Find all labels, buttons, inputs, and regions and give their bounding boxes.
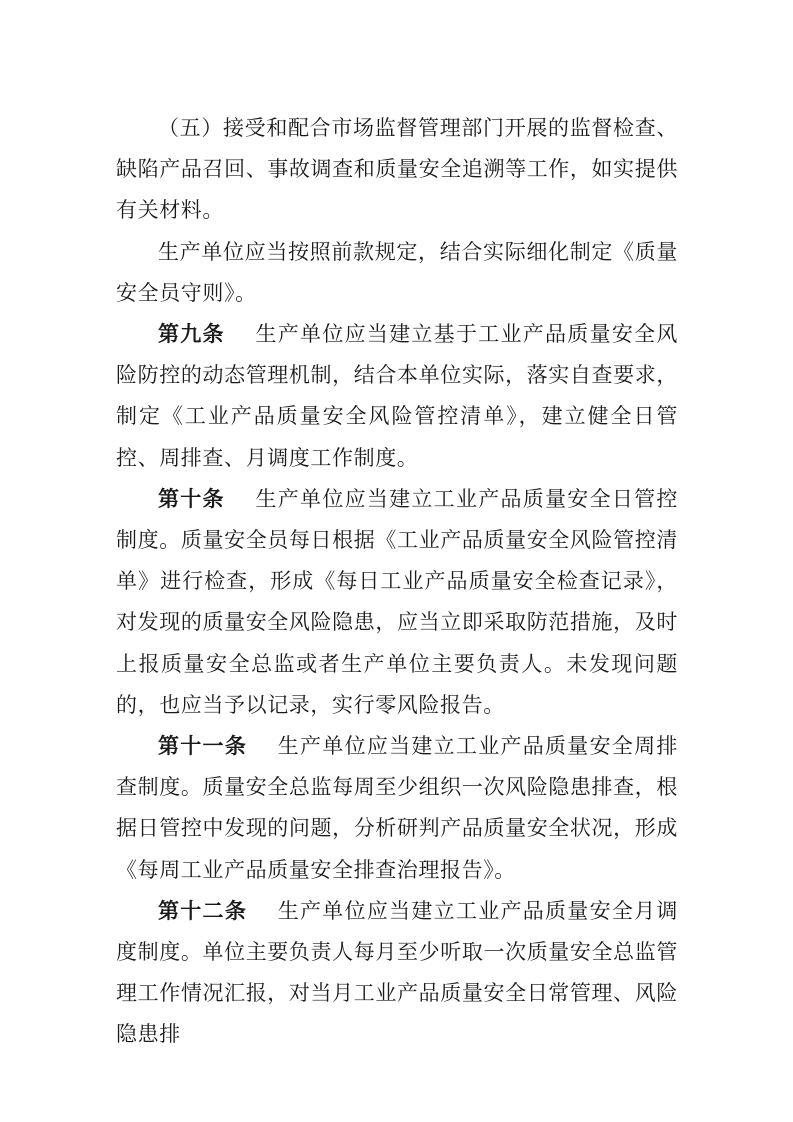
paragraph-text: 生产单位应当建立工业产品质量安全月调度制度。单位主要负责人每月至少听取一次质量安全总监管理工作情况汇报，对当月工业产品质量安全日常管理、风险隐患排 <box>116 898 678 1047</box>
paragraph-text: 生产单位应当按照前款规定，结合实际细化制定《质量安全员守则》。 <box>116 239 678 305</box>
paragraph-item-5 <box>116 108 678 232</box>
paragraph-text: （五）接受和配合市场监督管理部门开展的监督检查、缺陷产品召回、事故调查和质量安全追溯等工作，如实提供有关材料。 <box>116 116 678 223</box>
paragraph-text: 生产单位应当建立工业产品质量安全周排查制度。质量安全总监每周至少组织一次风险隐患排查，根据日管控中发现的问题，分析研判产品质量安全状况，形成《每周工业产品质量安全排查治理报告》。 <box>116 734 678 882</box>
article-number: 第十二条 <box>158 898 248 923</box>
document-body <box>116 108 678 1056</box>
paragraph-rules-note <box>116 232 678 314</box>
paragraph-text: 生产单位应当建立基于工业产品质量安全风险防控的动态管理机制，结合本单位实际，落实自查要求，制定《工业产品质量安全风险管控清单》，建立健全日管控、周排查、月调度工作制度。 <box>116 322 678 470</box>
paragraph-article-10 <box>116 479 678 726</box>
paragraph-article-9 <box>116 314 678 479</box>
article-number: 第十一条 <box>158 734 248 759</box>
article-number: 第十条 <box>158 486 225 511</box>
paragraph-text: 生产单位应当建立工业产品质量安全日管控制度。质量安全员每日根据《工业产品质量安全风险管控清单》进行检查，形成《每日工业产品质量安全检查记录》，对发现的质量安全风险隐患，应当立即采取防范措施，及时上报质量安全总监或者生产单位主要负责人。未发现问题的，也应当予以记录，实行零风险报告。 <box>116 486 678 717</box>
paragraph-article-11 <box>116 726 678 891</box>
article-number: 第九条 <box>158 322 225 347</box>
paragraph-article-12 <box>116 891 678 1056</box>
